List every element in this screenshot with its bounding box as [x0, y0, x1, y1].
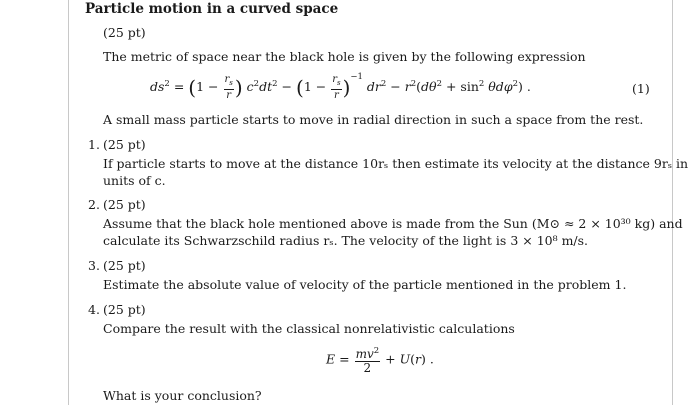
equation-number: (1): [632, 81, 650, 96]
conclusion-question: What is your conclusion?: [103, 388, 262, 403]
problem-2-number: 2.: [88, 197, 100, 212]
problem-4-number: 4.: [88, 302, 100, 317]
metric-equation: $ds^2 = (1$ − $\frac{r_s}{r}$ ) $c^2dt^2 - (1$ − $\frac{r_s}{r}$ )$^{-1}$ $dr^2 - r^2(d\theta^2 + \sin^2 \theta d\varphi^2)$ .: [150, 72, 531, 101]
problem-1-line-2: units of c.: [103, 173, 166, 188]
problem-2-line-1: Assume that the black hole mentioned above is made from the Sun (M⊙ ≈ 2 × 10³⁰ kg) and: [103, 216, 683, 231]
problem-4-points: (25 pt): [103, 302, 146, 317]
intro-text: The metric of space near the black hole is given by the following expression: [103, 49, 586, 64]
problem-4-line-1: Compare the result with the classical nonrelativistic calculations: [103, 321, 515, 336]
energy-equation: E = $\frac{mv^2}{2}$ + U(r) .: [326, 346, 434, 375]
problem-3-points: (25 pt): [103, 258, 146, 273]
intro-after-text: A small mass particle starts to move in radial direction in such a space from the rest.: [103, 112, 644, 127]
page-left-edge: [68, 0, 69, 405]
problem-2-points: (25 pt): [103, 197, 146, 212]
problem-1-points: (25 pt): [103, 137, 146, 152]
intro-points: (25 pt): [103, 25, 146, 40]
page-right-edge: [672, 0, 673, 405]
problem-2-line-2: calculate its Schwarzschild radius rₛ. The velocity of the light is 3 × 10⁸ m/s.: [103, 233, 589, 248]
page-title: Particle motion in a curved space: [85, 1, 339, 17]
problem-3-number: 3.: [88, 258, 100, 273]
problem-3-line-1: Estimate the absolute value of velocity of the particle mentioned in the problem 1.: [103, 277, 627, 292]
problem-1-number: 1.: [88, 137, 100, 152]
problem-1-line-1: If particle starts to move at the distance 10rₛ then estimate its velocity at the distance 9rₛ in: [103, 156, 689, 171]
